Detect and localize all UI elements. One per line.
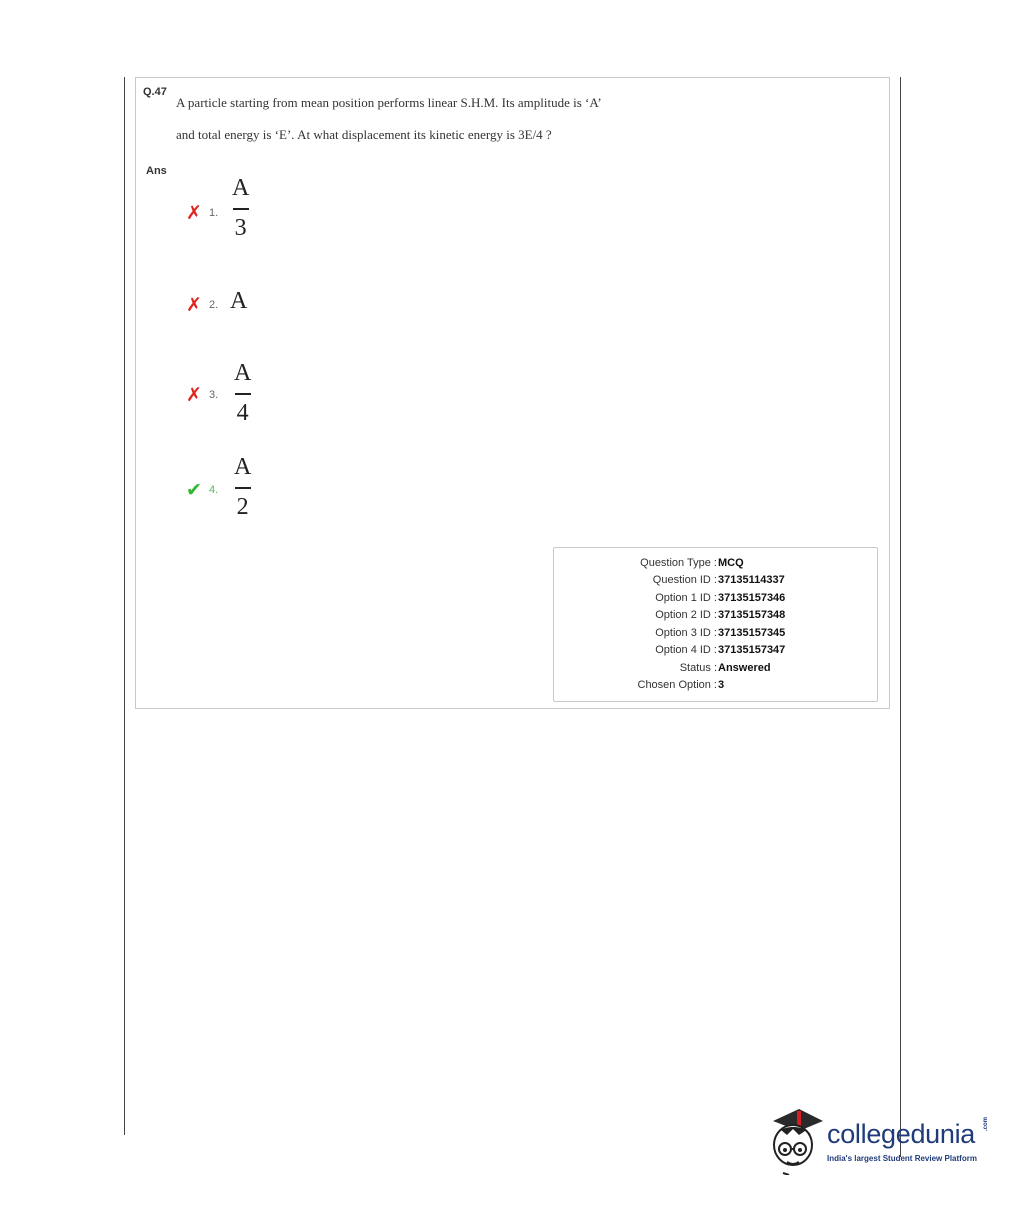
option-number: 3. <box>209 389 219 401</box>
info-label: Option 2 ID : <box>655 609 717 621</box>
info-label: Option 1 ID : <box>655 592 717 604</box>
option-number: 2. <box>209 299 219 311</box>
fraction-numerator: A <box>234 454 252 480</box>
question-number: Q.47 <box>143 86 167 98</box>
info-row-option-2-id <box>554 609 877 626</box>
info-value: 37135157348 <box>718 609 786 621</box>
info-row-option-4-id <box>554 644 877 661</box>
fraction-numerator: A <box>232 175 250 201</box>
question-text-line-1: A particle starting from mean position performs linear S.H.M. Its amplitude is ‘A’ <box>176 95 602 110</box>
info-label: Option 4 ID : <box>655 644 717 656</box>
fraction-numerator: A <box>234 360 252 386</box>
info-row-question-id <box>554 574 877 591</box>
option-fraction <box>234 361 251 425</box>
info-value: MCQ <box>718 557 744 569</box>
option-value: A <box>230 288 248 314</box>
info-row-question-type <box>554 557 877 574</box>
info-value: 37135157347 <box>718 644 786 656</box>
cross-icon: ✗ <box>186 295 202 316</box>
question-text-line-2: and total energy is ‘E’. At what displacement its kinetic energy is 3E/4 ? <box>176 127 552 142</box>
info-row-chosen-option <box>554 679 877 696</box>
option-number: 1. <box>209 207 219 219</box>
fraction-denominator: 4 <box>236 400 249 426</box>
cross-icon: ✗ <box>186 385 202 406</box>
info-row-option-3-id <box>554 627 877 644</box>
info-value: 3 <box>718 679 725 691</box>
info-value: 37135157345 <box>718 627 786 639</box>
cross-icon: ✗ <box>186 203 202 224</box>
info-value: 37135114337 <box>718 574 785 586</box>
info-row-status <box>554 662 877 679</box>
page-right-rule <box>900 77 901 1157</box>
info-label: Question ID : <box>652 574 717 586</box>
fraction-bar <box>235 487 251 489</box>
collegedunia-logo[interactable] <box>765 1105 995 1175</box>
logo-tagline: India's largest Student Review Platform <box>827 1154 977 1163</box>
info-value: Answered <box>718 662 771 674</box>
fraction-bar <box>233 208 249 210</box>
question-info-box <box>553 547 878 702</box>
logo-suffix: .com <box>983 1116 989 1131</box>
option-number: 4. <box>209 484 219 496</box>
fraction-bar <box>235 393 251 395</box>
fraction-denominator: 3 <box>234 215 247 241</box>
logo-wordmark: collegedunia <box>827 1119 976 1149</box>
info-row-option-1-id <box>554 592 877 609</box>
option-fraction <box>232 176 249 240</box>
check-icon: ✔ <box>186 480 202 501</box>
mascot-icon <box>765 1105 825 1175</box>
fraction-denominator: 2 <box>236 494 249 520</box>
info-label: Question Type : <box>640 557 717 569</box>
info-label: Chosen Option : <box>637 679 717 691</box>
page-left-rule <box>124 77 125 1135</box>
info-label: Status : <box>679 662 717 674</box>
answer-label: Ans <box>146 165 167 177</box>
option-fraction <box>234 455 251 519</box>
info-value: 37135157346 <box>718 592 786 604</box>
info-label: Option 3 ID : <box>655 627 717 639</box>
